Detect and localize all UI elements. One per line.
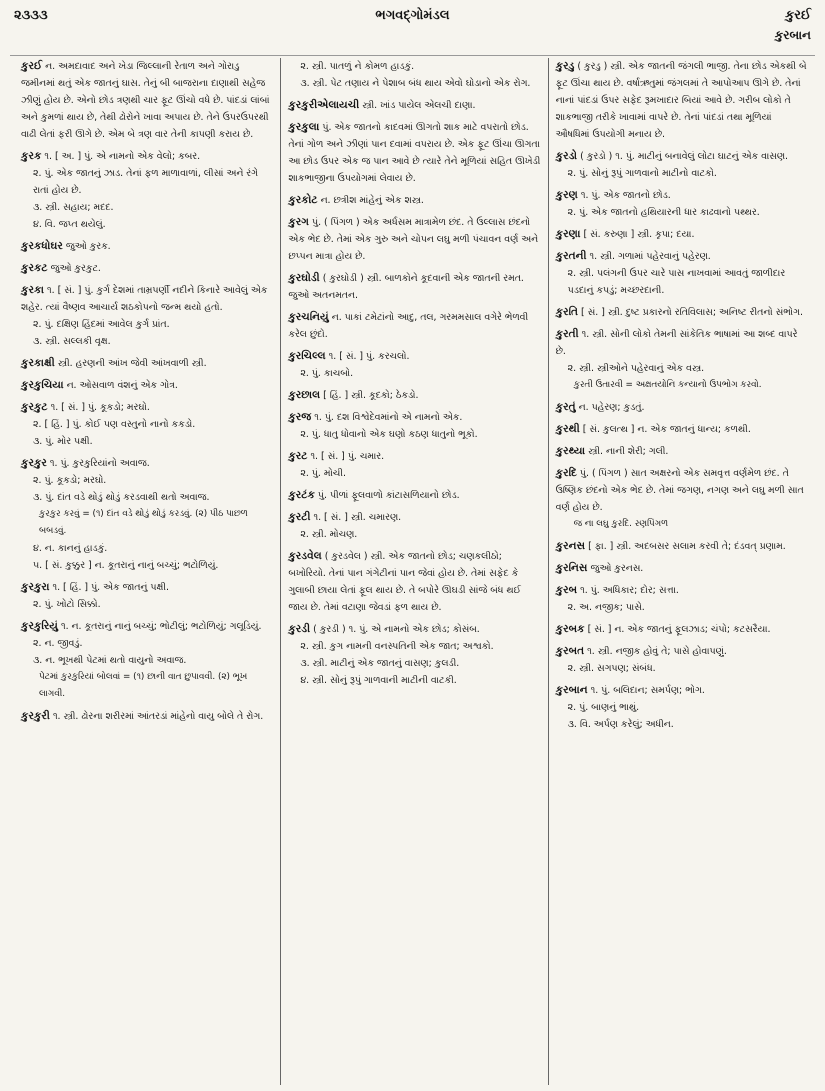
definition-line: જુઓ કુરકુટ. bbox=[50, 263, 101, 274]
definition-line: ન. અમદાવાદ અને ખેડા જિલ્લાની રેતાળ અને ગોરાડુ જમીનમાં થતું એક જાતનું ઘાસ. તેનું બી બાજરાના દાણાથી સહેજ ઝીણું હોય છે. એનો છોડ ત્રણથી ચાર ફૂટ ઊંચો વધે છે. પાંદડાં લાંબાં અને કુમળાં થાય છે, તેથી ઢોરોને ખાવા અપાય છે. તેને ઉપરઉપરથી વાઢી લેતાં ફરી ઊગે છે. એમ બે ત્રણ વાર તેની કાપણી કરાય છે. bbox=[21, 61, 270, 140]
definition-line: ૧. સ્ત્રી. ગળામાં પહેરવાનું પહેરણ. bbox=[589, 251, 711, 262]
dictionary-entry bbox=[21, 260, 273, 277]
dictionary-entry bbox=[556, 187, 808, 221]
headword: કુરણા bbox=[555, 228, 581, 240]
definition-line: ( કુરઘોડી ) સ્ત્રી. બાળકોને કૂદવાની એક જાતની રમત. જુઓ અતનમતન. bbox=[288, 273, 524, 301]
header-rule bbox=[10, 55, 815, 56]
dictionary-entry bbox=[556, 248, 808, 299]
definition-line: સ્ત્રી. નાની શેરી; ગલી. bbox=[588, 446, 669, 457]
definition-line: ૧. [ અ. ] પું. એ નામનો એક વેલો; કબર. bbox=[44, 151, 201, 162]
dictionary-entry bbox=[21, 355, 273, 372]
definition-line: ૨. પું. ધાતુ ધોવાનો એક ઘણો કઠણ ધાતુનો ભૂકો. bbox=[300, 429, 478, 440]
definition-line: ૨. પું. બાણનું ભાથું. bbox=[567, 702, 640, 713]
definition-line: ૧. [ સં. ] સ્ત્રી. ચમારણ. bbox=[313, 512, 402, 523]
dictionary-entry bbox=[21, 58, 273, 143]
definition-line: જ ના લઘુ કુરદિ. રણપિંગળ bbox=[573, 519, 668, 529]
dictionary-entry bbox=[21, 708, 273, 725]
dictionary-entry bbox=[556, 399, 808, 416]
definition-line: ૧. સ્ત્રી. નજીક હોવું તે; પાસે હોવાપણું. bbox=[587, 646, 727, 657]
definition-line: ૩. સ્ત્રી. માટીનું એક જાતનું વાસણ; કુલડી. bbox=[300, 658, 460, 669]
dictionary-entry bbox=[556, 304, 808, 321]
headword: કુરકુલા bbox=[288, 121, 320, 133]
headword: કુરથી bbox=[555, 423, 580, 435]
definition-line: ૩. પું. મોર પક્ષી. bbox=[33, 436, 93, 447]
headword: કુરકધોઘર bbox=[21, 240, 63, 252]
dictionary-entry bbox=[556, 582, 808, 616]
headword: કુરતની bbox=[555, 250, 587, 262]
headword: કુરચિલ્લ bbox=[288, 350, 326, 362]
dictionary-entry bbox=[21, 618, 273, 703]
dictionary-entry bbox=[288, 548, 540, 616]
headword: કુરકોટ bbox=[288, 194, 318, 206]
headword: કુરક bbox=[21, 150, 42, 162]
headword: કુરનિસ bbox=[555, 562, 588, 574]
headword: કુરબક bbox=[555, 623, 585, 635]
dictionary-entry bbox=[288, 270, 540, 304]
definition-line: ૨. સ્ત્રી. પાતળું ને કોમળ હાડકું. bbox=[300, 61, 415, 72]
definition-line: ૩. સ્ત્રી. પેટ તણાય ને પેશાબ બંધ થાય એવો ઘોડાનો એક રોગ. bbox=[300, 78, 531, 89]
definition-line: કુરકુર કરવું = (૧) દાંત વડે થોડું થોડું કરડવું. (૨) પીઠ પાછળ બબડવું. bbox=[39, 509, 248, 536]
definition-line: પું. એક જાતનો કાદવમાં ઊગતો શાક માટે વપરાતો છોડ. તેનાં ગોળ અને ઝીણાં પાન દવામાં વપરાય છે. એક ફૂટ ઊંચા ઊગતા આ છોડ ઉપર એક જ પાન આવે છે ત્યારે તેને મૂળિયાં સહિત ઊખેડી શાકભાજીના ઉપયોગમાં લેવાય છે. bbox=[288, 122, 541, 184]
headword: કુરદિ bbox=[555, 467, 577, 479]
definition-line: ૨. પું. મોચી. bbox=[300, 468, 346, 479]
headword: કુરનસ bbox=[555, 540, 586, 552]
definition-line: ( કુરડુ ) સ્ત્રી. એક જાતની જંગલી ભાજી. તેના છોડ એકથી બે ફૂટ ઊંચા થાય છે. વર્ષાઋતુમાં જંગલમાં તે આપોઆપ ઊગે છે. તેનાં નાનાં પાંદડાં ઉપર સફેદ રૂમખાદાર બિયાં આવે છે. ગરીબ લોકો તે શાકભાજી તરીકે ખાવામાં વાપરે છે. તેનાં પાંદડાં તથા મૂળિયાં ઔષધિમાં ઉપયોગી મનાય છે. bbox=[555, 61, 807, 140]
headword: કુરઈ bbox=[21, 60, 43, 72]
definition-line: ન. પહેરણ; કુડતું. bbox=[578, 402, 645, 413]
first-headword: કુરઈ bbox=[785, 8, 811, 23]
definition-line: ૪. ન. કાનનું હાડકું. bbox=[33, 543, 108, 554]
headword: કુરકુટ bbox=[21, 401, 48, 413]
headword: કુરકુર bbox=[21, 457, 47, 469]
definition-line: ૧. [ સં. ] પું. કરચલો. bbox=[328, 351, 410, 362]
definition-line: ૨. સ્ત્રી. સ્ત્રીઓને પહેરવાનું એક વસ્ત્ર. bbox=[567, 363, 705, 374]
headword: કુરચનિયું bbox=[288, 311, 329, 323]
definition-line: પું. ( પિંગળ ) એક અર્ધસમ માત્રામેળ છંદ. તે ઉલ્લાસ છંદનો એક ભેદ છે. તેમાં એક ગુરુ અને ચોપન લઘુ મળી પંચાવન વર્ણ અને છપ્પન માત્રા હોય છે. bbox=[288, 217, 539, 262]
headword: કુરકા bbox=[21, 284, 45, 296]
definition-line: ૧. પું. અધિકાર; દોર; સત્તા. bbox=[580, 585, 679, 596]
page-number: ૨૩૩૩ bbox=[14, 8, 48, 23]
definition-line: ૨. પું. કૂકડો; મરઘો. bbox=[33, 475, 107, 486]
definition-line: ન. છત્રીશ માંહેનું એક શસ્ત્ર. bbox=[320, 195, 424, 206]
definition-line: ૧. [ હિં. ] પું. એક જાતનું પક્ષી. bbox=[52, 582, 169, 593]
definition-line: ૨. પું. દક્ષિણ હિંદમાં આવેલ કુર્ગ પ્રાંત. bbox=[33, 319, 170, 330]
headword: કુરતી bbox=[555, 328, 579, 340]
dictionary-entry bbox=[288, 192, 540, 209]
headword: કુરડી bbox=[288, 623, 311, 635]
headword: કુરટ bbox=[288, 450, 308, 462]
dictionary-entry bbox=[288, 97, 540, 114]
headword: કુરકાક્ષી bbox=[21, 357, 55, 369]
dictionary-entry bbox=[556, 682, 808, 733]
definition-line: [ સં. ] સ્ત્રી. દુષ્ટ પ્રકારનો રતિવિલાસ; અનિષ્ટ રીતનો સંભોગ. bbox=[581, 307, 803, 318]
definition-line: ૪. વિ. જપ્ત થયેલું. bbox=[33, 219, 106, 230]
dictionary-entry bbox=[288, 621, 540, 689]
definition-line: ૩. ન. ભૂખથી પેટમાં થતો વાયુનો અવાજ. bbox=[33, 655, 187, 666]
definition-line: [ સં. કુલત્થ ] ન. એક જાતનું ધાન્ય; કળથી. bbox=[582, 424, 751, 435]
definition-line: ૩. પું. દાંત વડે થોડું થોડું કરડવાથી થતો અવાજ. bbox=[33, 492, 210, 503]
definition-line: ( કુરડવેલ ) સ્ત્રી. એક જાતનો છોડ; ચણકલીઠો; બખોરિયો. તેનાં પાન ગંગેટીનાં પાન જેવાં હોય છે. તેમાં સફેદ કે ગુલાબી છાયા લેતાં ફૂલ થાય છે. તે બપોરે ઊઘડી સાંજે બંધ થઈ જાય છે. તેમાં વટાણા જેવડાં ફળ થાય છે. bbox=[288, 551, 521, 613]
page-header bbox=[14, 6, 811, 42]
definition-line: પું. પીળાં ફૂલવાળો કાંટાસળિયાનો છોડ. bbox=[317, 490, 460, 501]
dictionary-entry bbox=[21, 238, 273, 255]
dictionary-entry bbox=[556, 226, 808, 243]
headword: કુરકુરીએલાયચી bbox=[288, 99, 360, 111]
definition-line: ૧. પું. દશ વિશ્વેદેવમાંનો એ નામનો એક. bbox=[314, 412, 463, 423]
definition-line: [ સં. ] ન. એક જાતનું ફૂલઝાડ; ચંપો; કટસરૈયા. bbox=[587, 624, 771, 635]
definition-line: ૪. સ્ત્રી. સોનું રૂપું ગાળવાની માટીની વાટકી. bbox=[300, 675, 457, 686]
definition-line: ૧. સ્ત્રી. સોની લોકો તેમની સાંકેતિક ભાષામાં આ શબ્દ વાપરે છે. bbox=[555, 329, 798, 357]
dictionary-entry bbox=[556, 560, 808, 577]
definition-line: ૩. વિ. અર્પણ કરેલું; અધીન. bbox=[567, 719, 674, 730]
headword: કુરતિ bbox=[555, 306, 579, 318]
definition-line: ૩. સ્ત્રી. સહાય; મદદ. bbox=[33, 202, 114, 213]
definition-line: ન. ઓસવાળ વંશનું એક ગોત્ર. bbox=[66, 380, 178, 391]
headword: કુરડુ bbox=[555, 60, 575, 72]
dictionary-entry bbox=[556, 621, 808, 638]
dictionary-entry bbox=[21, 148, 273, 233]
definition-line: ૨. પું. એક જાતનું ઝાડ. તેનાં ફળ માળાવાળાં, લીસાં અને રંગે રાતાં હોય છે. bbox=[33, 168, 258, 196]
definition-line: ૧. [ સં. ] પું. ચમાર. bbox=[310, 451, 385, 462]
definition-line: ૧. સ્ત્રી. ઢોરના શરીરમાં આંતરડાં માંહેનો વાયુ બોલે તે રોગ. bbox=[52, 711, 264, 722]
dictionary-entry bbox=[556, 538, 808, 555]
column-middle bbox=[280, 58, 547, 1085]
headword: કુરગ bbox=[288, 216, 310, 228]
definition-line: સ્ત્રી. ખાંડ પાયેલ એલચી દાણા. bbox=[362, 100, 476, 111]
definition-line: ૧. પું. કુરકુરિયાંનો અવાજ. bbox=[49, 458, 150, 469]
headword: કુરબ bbox=[555, 584, 578, 596]
definition-line: [ સં. કરુણા ] સ્ત્રી. કૃપા; દયા. bbox=[583, 229, 695, 240]
definition-line: પેટમાં કુરકુરિયાં બોલવાં = (૧) છાની વાત છુપાવવી. (૨) ભૂખ લાગવી. bbox=[39, 672, 248, 699]
dictionary-entry bbox=[556, 326, 808, 394]
definition-line: ૨. સ્ત્રી. મોચણ. bbox=[300, 529, 358, 540]
dictionary-entry bbox=[288, 409, 540, 443]
dictionary-entry bbox=[556, 643, 808, 677]
headword: કુરકુરિયું bbox=[21, 620, 58, 632]
definition-line: ૨. અ. નજીક; પાસે. bbox=[567, 602, 645, 613]
headword: કુરકુરી bbox=[21, 710, 50, 722]
column-left bbox=[14, 58, 280, 1085]
dictionary-entry bbox=[556, 148, 808, 182]
definition-line: જુઓ કુરક. bbox=[65, 241, 111, 252]
dictionary-entry bbox=[556, 443, 808, 460]
headword: કુરણ bbox=[555, 189, 578, 201]
definition-line: ૧. પું. બલિદાન; સમર્પણ; ભોગ. bbox=[590, 685, 705, 696]
definition-line: ( કુરડી ) ૧. પું. એ નામનો એક છોડ; કોસંબ. bbox=[313, 624, 480, 635]
dictionary-entry bbox=[556, 465, 808, 533]
definition-line: ૨. પું. કાચબો. bbox=[300, 368, 354, 379]
headword: કુરડવેલ bbox=[288, 550, 322, 562]
definition-line: ૨. પું. એક જાતનો હથિયારની ધાર કાઢવાનો પથ્થર. bbox=[567, 207, 760, 218]
definition-line: ૨. પું. ખોટો સિક્કો. bbox=[33, 599, 101, 610]
dictionary-columns bbox=[14, 58, 815, 1085]
definition-line: ૨. સ્ત્રી. સગપણ; સંબંધ. bbox=[567, 663, 656, 674]
dictionary-entry bbox=[21, 399, 273, 450]
headword: કુરટી bbox=[288, 511, 311, 523]
headword: કુરકુરા bbox=[21, 581, 50, 593]
dictionary-entry bbox=[288, 448, 540, 482]
definition-line: ( કુરડો ) ૧. પું. માટીનું બનાવેલું લોટા ઘાટનું એક વાસણ. bbox=[580, 151, 788, 162]
definition-line: કુરતી ઉતારવી = અક્ષતયોનિ કન્યાનો ઉપભોગ કરવો. bbox=[573, 380, 762, 390]
dictionary-entry bbox=[288, 348, 540, 382]
definition-line: સ્ત્રી. હરણની આંખ જેવી આંખવાળી સ્ત્રી. bbox=[57, 358, 207, 369]
page-title: ભગવદ્ગોમંડલ bbox=[375, 8, 450, 23]
definition-line: ન. પાકાં ટમેટાંનો આદુ, તલ, ગરમમસાલ વગેરે ભેળવી કરેલ છુંદો. bbox=[288, 312, 529, 340]
definition-line: ૧. [ સં. ] પું. કુર્ગ દેશમાં તામ્રપર્ણી નદીને કિનારે આવેલું એક શહેર. ત્યાં વૈષ્ણવ આચાર્ય શઠકોપનો જન્મ થયો હતો. bbox=[21, 285, 268, 313]
headword: કુરતું bbox=[555, 401, 576, 413]
column-right bbox=[548, 58, 815, 1085]
headword: કુરટંક bbox=[288, 489, 315, 501]
definition-line: પું. ( પિંગળ ) સાત અક્ષરનો એક સમવૃત્ત વર્ણમેળ છંદ. તે ઉષ્ણિક છંદનો એક ભેદ છે. તેમાં જગણ, નગણ અને લઘુ મળી સાત વર્ણ હોય છે. bbox=[555, 468, 804, 513]
dictionary-entry bbox=[21, 282, 273, 350]
headword: કુરથ્યા bbox=[555, 445, 586, 457]
dictionary-entry bbox=[556, 421, 808, 438]
dictionary-entry bbox=[288, 119, 540, 187]
dictionary-entry bbox=[288, 214, 540, 265]
dictionary-entry bbox=[288, 509, 540, 543]
definition-line: [ ફા. ] સ્ત્રી. અદબસર સલામ કરવી તે; દંડવત્ પ્રણામ. bbox=[588, 541, 786, 552]
headword: કુરછાલ bbox=[288, 389, 321, 401]
definition-line: ૨. સ્ત્રી. પલંગની ઉપર ચારે પાસ નાખવામાં આવતું જાળીદાર પડદાનું કપડું; મચ્છરદાની. bbox=[567, 268, 786, 296]
definition-line: ૩. સ્ત્રી. સલ્લકી વૃક્ષ. bbox=[33, 336, 111, 347]
dictionary-entry bbox=[288, 387, 540, 404]
definition-line: જુઓ કુરનસ. bbox=[590, 563, 644, 574]
headword: કુરઘોડી bbox=[288, 272, 320, 284]
definition-line: ૧. [ સં. ] પું. કૂકડો; મરઘો. bbox=[50, 402, 150, 413]
headword: કુરકુચિયા bbox=[21, 379, 64, 391]
definition-line: ૧. ન. કૂતરાનું નાનું બચ્ચું; ભોટીલું; ભટોળિયું; ગલૂડિયું. bbox=[60, 621, 262, 632]
headword: કુરકટ bbox=[21, 262, 48, 274]
definition-line: [ હિં. ] સ્ત્રી. કૂદકો; ઠેકડો. bbox=[323, 390, 419, 401]
definition-line: ૧. પું. એક જાતનો છોડ. bbox=[580, 190, 671, 201]
definition-line: ૫. [ સં. કુક્કુર ] ન. કૂતરાનું નાનું બચ્ચું; ભટોળિયું. bbox=[33, 560, 219, 571]
definition-line: ૨. સ્ત્રી. કુગ નામની વનસ્પતિની એક જાત; અશ્વકો. bbox=[300, 641, 494, 652]
definition-line: ૨. ન. જીવડું. bbox=[33, 638, 83, 649]
dictionary-entry bbox=[288, 58, 540, 92]
dictionary-entry bbox=[288, 309, 540, 343]
definition-line: ૨. [ હિં. ] પું. કોઈ પણ વસ્તુનો નાનો કકડો. bbox=[33, 419, 196, 430]
definition-line: ૨. પું. સોનું રૂપું ગાળવાનો માટીનો વાટકો. bbox=[567, 168, 717, 179]
headword: કુરજ bbox=[288, 411, 312, 423]
headword: કુરબત bbox=[555, 645, 585, 657]
dictionary-entry bbox=[288, 487, 540, 504]
dictionary-entry bbox=[21, 579, 273, 613]
dictionary-entry bbox=[21, 377, 273, 394]
dictionary-entry bbox=[556, 58, 808, 143]
headword: કુરડો bbox=[555, 150, 578, 162]
last-headword: કુરબાન bbox=[774, 28, 811, 42]
dictionary-entry bbox=[21, 455, 273, 574]
headword: કુરબાન bbox=[555, 684, 588, 696]
